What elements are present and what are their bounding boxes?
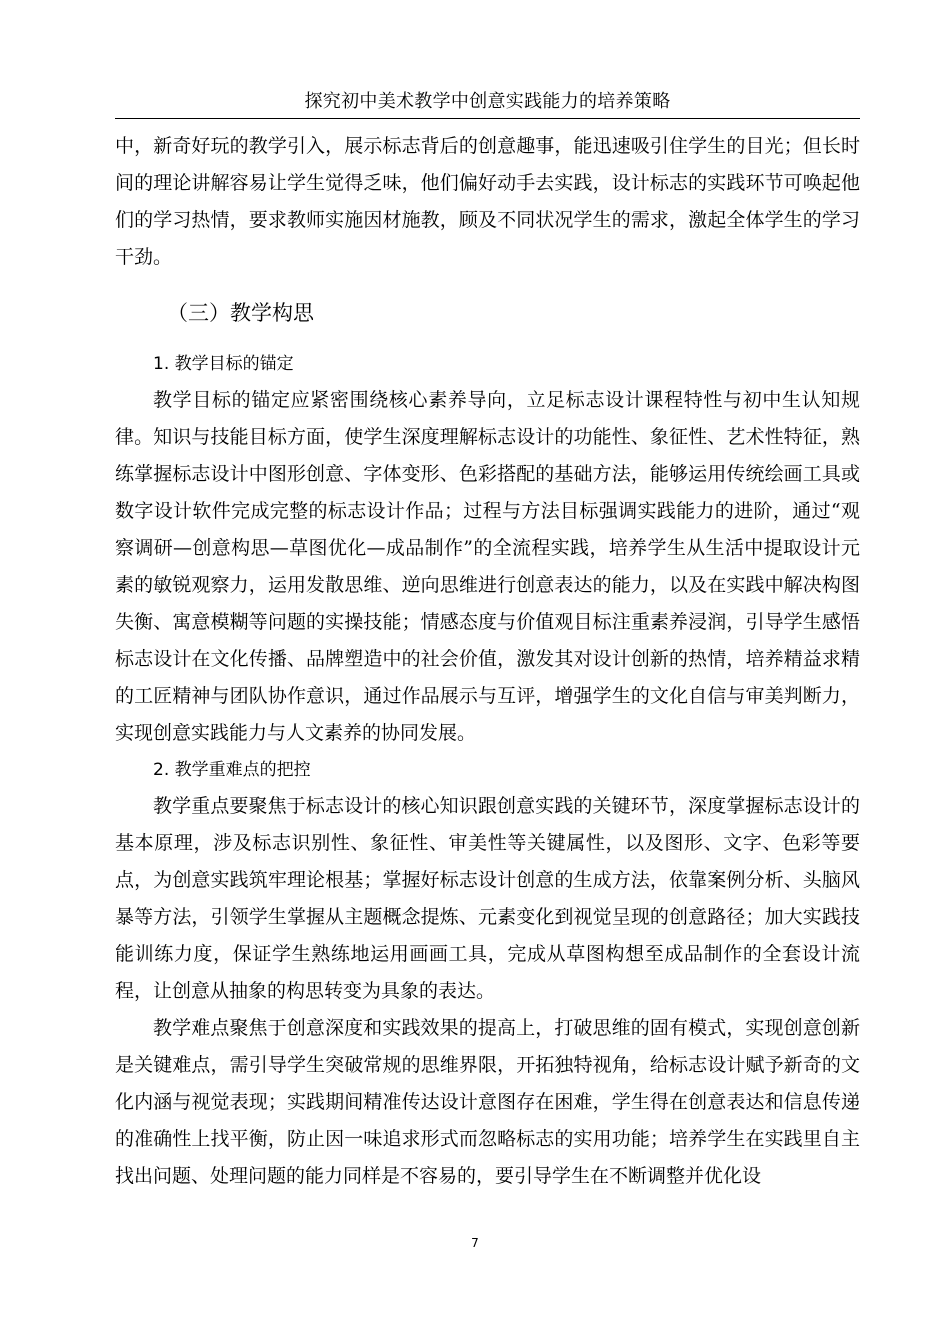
page-number: 7	[471, 1236, 479, 1250]
subsection-1-heading: 1. 教学目标的锚定	[153, 354, 294, 374]
subsection-2-paragraph-1: 教学重点要聚焦于标志设计的核心知识跟创意实践的关键环节，深度掌握标志设计的基本原理，涉及标志识别性、象征性、审美性等关键属性，以及图形、文字、色彩等要点，为创意实践筑牢理论根基；掌握好标志设计创意的生成方法，依靠案例分析、头脑风暴等方法，引领学生掌握从主题概念提炼、元素变化到视觉呈现的创意路径；加大实践技能训练力度，保证学生熟练地运用画画工具，完成从草图构想至成品制作的全套设计流程，让创意从抽象的构思转变为具象的表达。	[115, 795, 860, 1002]
running-header-title: 探究初中美术教学中创意实践能力的培养策略	[304, 91, 671, 112]
subsection-1-paragraph: 教学目标的锚定应紧密围绕核心素养导向，立足标志设计课程特性与初中生认知规律。知识与技能目标方面，使学生深度理解标志设计的功能性、象征性、艺术性特征，熟练掌握标志设计中图形创意、字体变形、色彩搭配的基础方法，能够运用传统绘画工具或数字设计软件完成完整的标志设计作品；过程与方法目标强调实践能力的进阶，通过“观察调研—创意构思—草图优化—成品制作”的全流程实践，培养学生从生活中提取设计元素的敏锐观察力，运用发散思维、逆向思维进行创意表达的能力，以及在实践中解决构图失衡、寓意模糊等问题的实操技能；情感态度与价值观目标注重素养浸润，引导学生感悟标志设计在文化传播、品牌塑造中的社会价值，激发其对设计创新的热情，培养精益求精的工匠精神与团队协作意识，通过作品展示与互评，增强学生的文化自信与审美判断力，实现创意实践能力与人文素养的协同发展。	[115, 389, 860, 744]
page-body	[115, 128, 860, 1195]
section-heading: （三）教学构思	[167, 301, 314, 325]
subsection-2-heading: 2. 教学重难点的把控	[153, 760, 311, 780]
intro-paragraph: 中，新奇好玩的教学引入，展示标志背后的创意趣事，能迅速吸引住学生的目光；但长时间的理论讲解容易让学生觉得乏味，他们偏好动手去实践，设计标志的实践环节可唤起他们的学习热情，要求教师实施因材施教，顾及不同状况学生的需求，激起全体学生的学习干劲。	[115, 135, 860, 268]
header-divider	[115, 118, 860, 119]
subsection-2-paragraph-2: 教学难点聚焦于创意深度和实践效果的提高上，打破思维的固有模式，实现创意创新是关键难点，需引导学生突破常规的思维界限，开拓独特视角，给标志设计赋予新奇的文化内涵与视觉表现；实践期间精准传达设计意图存在困难，学生得在创意表达和信息传递的准确性上找平衡，防止因一味追求形式而忽略标志的实用功能；培养学生在实践里自主找出问题、处理问题的能力同样是不容易的，要引导学生在不断调整并优化设	[115, 1017, 860, 1187]
